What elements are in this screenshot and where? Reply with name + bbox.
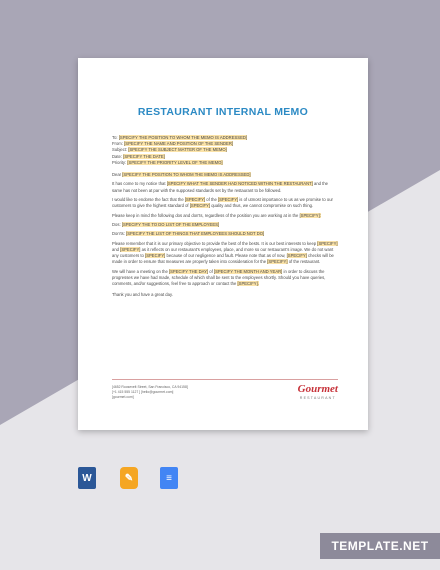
gourmet-logo [298, 384, 338, 400]
logo-name: Gourmet [297, 383, 338, 395]
template-net-badge[interactable]: TEMPLATE.NET [320, 533, 440, 559]
memo-body [112, 135, 338, 302]
header-to: To: [SPECIFY THE POSITION TO WHOM THE MEMO IS ADDRESSED] [112, 135, 248, 140]
footer-divider [112, 379, 338, 380]
paragraph-notice: It has come to my notice that [SPECIFY WHAT THE SENDER HAD NOTICED WITHIN THE RESTAURANT] and the same has not been at par with the supposed standards set by the restaurant to be followed. [112, 181, 328, 193]
paragraph-meeting: We will have a meeting on the [SPECIFY THE DAY] of [SPECIFY THE MONTH AND YEAR] in order to discuss the progresses we have had made, schedule of which shall be sent to the employees shortly. Should you have queries, comments, and/or suggestions, feel free to approach or contact the [SPECIFY]. [112, 268, 326, 287]
footer-address-block [112, 385, 188, 400]
header-date: Date: [SPECIFY THE DATE] [112, 153, 165, 159]
paragraph-objective: Please remember that it is our primary objective to provide the best of the bests. It is our best interests to keep [SPECIFY] and [SPECIFY] as it reflects on our restaurant's employees, place, and more so our restaurant's image. We do not want any customers to [SPECIFY] because of our negligence and fault. Please note that as of now, [SPECIFY] checks will be made in order to ensure that measures are properly taken into consideration for the [SPECIFY] of the restaurant. [112, 240, 338, 265]
footer-contact: [+1 415 555 1127 ] [hello@gourmet.com] [112, 390, 174, 394]
footer-website: [gourmet.com] [112, 395, 134, 399]
donts-line: Don'ts: [SPECIFY THE LIST OF THINGS THAT EMPLOYEES SHOULD NOT DO] [112, 231, 265, 237]
closing: Thank you and have a great day. [112, 292, 173, 298]
footer-address: [4652 Roosevelt Street, San Francisco, CA 94158] [112, 385, 188, 389]
dos-line: Dos: [SPECIFY THE TO DO LIST OF THE EMPLOYEES] [112, 221, 220, 227]
word-icon[interactable]: W [78, 467, 96, 489]
header-subject: Subject: [SPECIFY THE SUBJECT MATTER OF THE MEMO] [112, 147, 227, 153]
memo-header [112, 135, 338, 166]
memo-title: RESTAURANT INTERNAL MEMO [137, 106, 309, 118]
memo-page [78, 58, 368, 430]
pages-icon[interactable]: ✎ [120, 467, 138, 489]
logo-subtitle: RESTAURANT [299, 396, 336, 400]
paragraph-dos-donts-intro: Please keep in mind the following dos and don'ts, regardless of the position you are working at in the [SPECIFY]: [112, 212, 321, 218]
paragraph-endorse: I would like to endorse the fact that the [SPECIFY] of the [SPECIFY] is of utmost importance to us as we promise to our customers to give the highest standard of [SPECIFY] quality and thus, we cannot compromise on such thing. [112, 197, 333, 209]
header-from: From: [SPECIFY THE NAME AND POSITION OF THE SENDER] [112, 141, 234, 147]
header-priority: Priority: [SPECIFY THE PRIORITY LEVEL OF THE MEMO] [112, 159, 223, 165]
docs-icon[interactable]: ≡ [160, 467, 178, 489]
salutation: Dear [SPECIFY THE POSITION TO WHOM THE MEMO IS ADDRESSED] [112, 172, 251, 178]
